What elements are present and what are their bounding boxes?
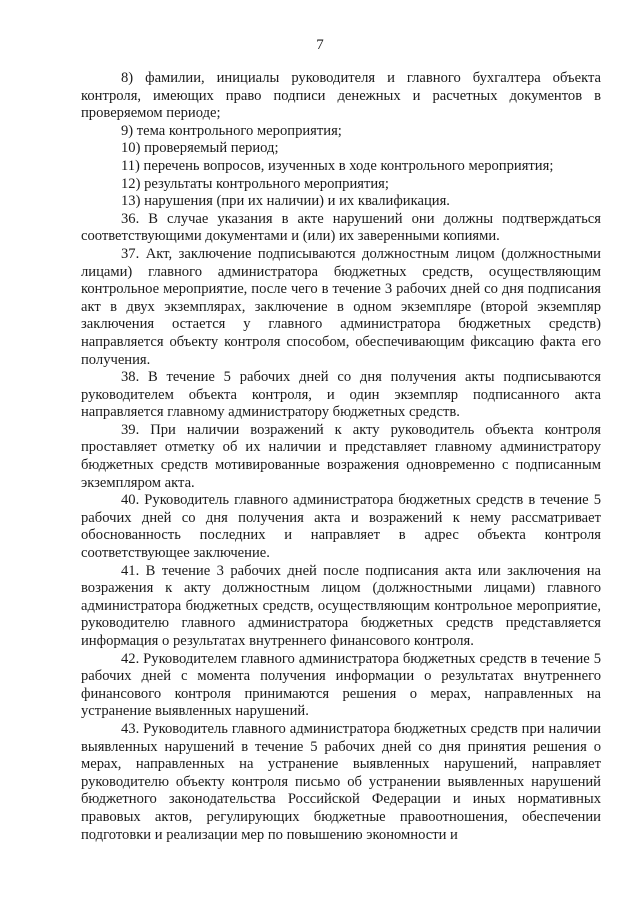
paragraph-39: 39. При наличии возражений к акту руководитель объекта контроля проставляет отметку об их наличии и представляет главному администратору бюджетных средств мотивированные возражения одновременно с подписанным экземпляром акта.: [81, 421, 601, 491]
paragraph-36: 36. В случае указания в акте нарушений они должны подтверждаться соответствующими документами и (или) их заверенными копиями.: [81, 210, 601, 245]
paragraph-38: 38. В течение 5 рабочих дней со дня получения акты подписываются руководителем объекта контроля, и один экземпляр подписанного акта направляется главному администратору бюджетных средств.: [81, 369, 601, 421]
paragraph-item-12: 12) результаты контрольного мероприятия;: [121, 175, 389, 192]
document-body: [81, 70, 601, 844]
paragraph-item-13: 13) нарушения (при их наличии) и их квалификация.: [121, 193, 450, 210]
paragraph-37: 37. Акт, заключение подписываются должностным лицом (должностными лицами) главного администратора бюджетных средств, осуществляющим контрольное мероприятие, после чего в течение 3 рабочих дней со дня подписания акт в двух экземплярах, заключение в одном экземпляре (второй экземпляр заключения остается у главного администратора бюджетных средств) направляется объекту контроля способом, обеспечивающим фиксацию факта его получения.: [81, 245, 601, 368]
paragraph-item-8: 8) фамилии, инициалы руководителя и главного бухгалтера объекта контроля, имеющих право подписи денежных и расчетных документов в проверяемом периоде;: [81, 70, 601, 122]
paragraph-43: 43. Руководитель главного администратора бюджетных средств при наличии выявленных нарушений в течение 5 рабочих дней со дня принятия решения о мерах, направленных на устранение выявленных нарушений, направляет руководителю объекту контроля письмо об устранении выявленных нарушений бюджетного законодательства Российской Федерации и иных нормативных правовых актов, регулирующих бюджетные правоотношения, обеспечении подготовки и реализации мер по повышению экономности и: [81, 720, 601, 843]
paragraph-41: 41. В течение 3 рабочих дней после подписания акта или заключения на возражения к акту должностным лицом (должностными лицами) главного администратора бюджетных средств, осуществляющим контрольное мероприятие, руководителю главного администратора бюджетных средств представляется информация о результатах внутреннего финансового контроля.: [81, 562, 601, 649]
paragraph-40: 40. Руководитель главного администратора бюджетных средств в течение 5 рабочих дней со дня получения акта и возражений к нему рассматривает обоснованность последних и направляет в адрес объекта контроля соответствующее заключение.: [81, 492, 601, 562]
paragraph-item-11: 11) перечень вопросов, изученных в ходе контрольного мероприятия;: [121, 157, 554, 174]
paragraph-item-10: 10) проверяемый период;: [121, 140, 279, 157]
page-number: 7: [316, 37, 324, 53]
paragraph-42: 42. Руководителем главного администратора бюджетных средств в течение 5 рабочих дней с момента получения информации о результатах внутреннего финансового контроля принимаются решения о мерах, направленных на устранение выявленных нарушений.: [81, 650, 601, 720]
paragraph-item-9: 9) тема контрольного мероприятия;: [121, 122, 342, 139]
